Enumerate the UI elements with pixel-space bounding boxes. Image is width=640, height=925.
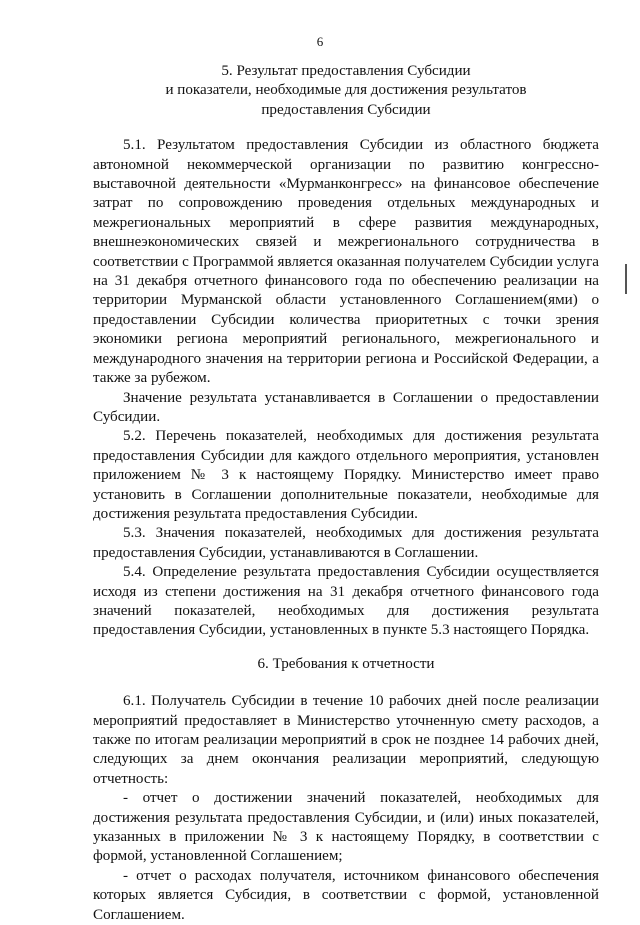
paragraph-6-1-item-1: - отчет о достижении значений показателей, необходимых для достижения результата предоставления Субсидии, и (или) иных показателей, указанных в приложении № 3 к настоящему Порядку, в соответствии с формой, установленной Соглашением;: [93, 790, 599, 865]
page-number: 6: [316, 34, 324, 49]
section-5-title-line-2: и показатели, необходимые для достижения результатов: [165, 82, 527, 99]
section-6-title: 6. Требования к отчетности: [257, 655, 435, 672]
document-body: [93, 62, 599, 925]
paragraph-5-2: 5.2. Перечень показателей, необходимых для достижения результата предоставления Субсидии для каждого отдельного мероприятия, установлен приложением № 3 к настоящему Порядку. Министерство имеет право установить в Соглашении дополнительные показатели, необходимые для достижения результата предоставления Субсидии.: [93, 428, 599, 522]
paragraph-5-3: 5.3. Значения показателей, необходимых для достижения результата предоставления Субсидии, устанавливаются в Соглашении.: [93, 525, 599, 561]
margin-mark: [625, 264, 627, 294]
paragraph-5-1: 5.1. Результатом предоставления Субсидии из областного бюджета автономной некоммерческой организации по развитию конгрессно-выставочной деятельности «Мурманконгресс» на финансовое обеспечение затрат по сопровождению проведения отдельных международных и межрегиональных мероприятий в сфере развития международных, внешнеэкономических связей и межрегионального сотрудничества в соответствии с Программой является оказанная получателем Субсидии услуга на 31 декабря отчетного финансового года по обеспечению реализации на территории Мурманской области установленного Соглашением(ями) о предоставлении Субсидии количества приоритетных с точки зрения экономики региона мероприятий регионального, межрегионального и международного значения на территории региона и Российской Федерации, а также за рубежом.: [93, 137, 599, 387]
paragraph-6-1: 6.1. Получатель Субсидии в течение 10 рабочих дней после реализации мероприятий предоставляет в Министерство уточненную смету расходов, а также по итогам реализации мероприятий в срок не позднее 14 рабочих дней, следующих за днем окончания реализации мероприятий, следующую отчетность:: [93, 693, 599, 787]
paragraph-5-4: 5.4. Определение результата предоставления Субсидии осуществляется исходя из степени достижения на 31 декабря отчетного финансового года значений показателей, необходимых для достижения результата предоставления Субсидии, установленных в пункте 5.3 настоящего Порядка.: [93, 564, 599, 639]
section-5-title-line-1: 5. Результат предоставления Субсидии: [221, 63, 471, 79]
paragraph-6-1-item-2: - отчет о расходах получателя, источником финансового обеспечения которых является Субсидия, в соответствии с формой, установленной Соглашением.: [93, 867, 599, 923]
section-5-title-line-3: предоставления Субсидии: [261, 101, 431, 118]
paragraph-5-1-value: Значение результата устанавливается в Соглашении о предоставлении Субсидии.: [93, 389, 599, 425]
section-5-heading: [93, 62, 599, 120]
